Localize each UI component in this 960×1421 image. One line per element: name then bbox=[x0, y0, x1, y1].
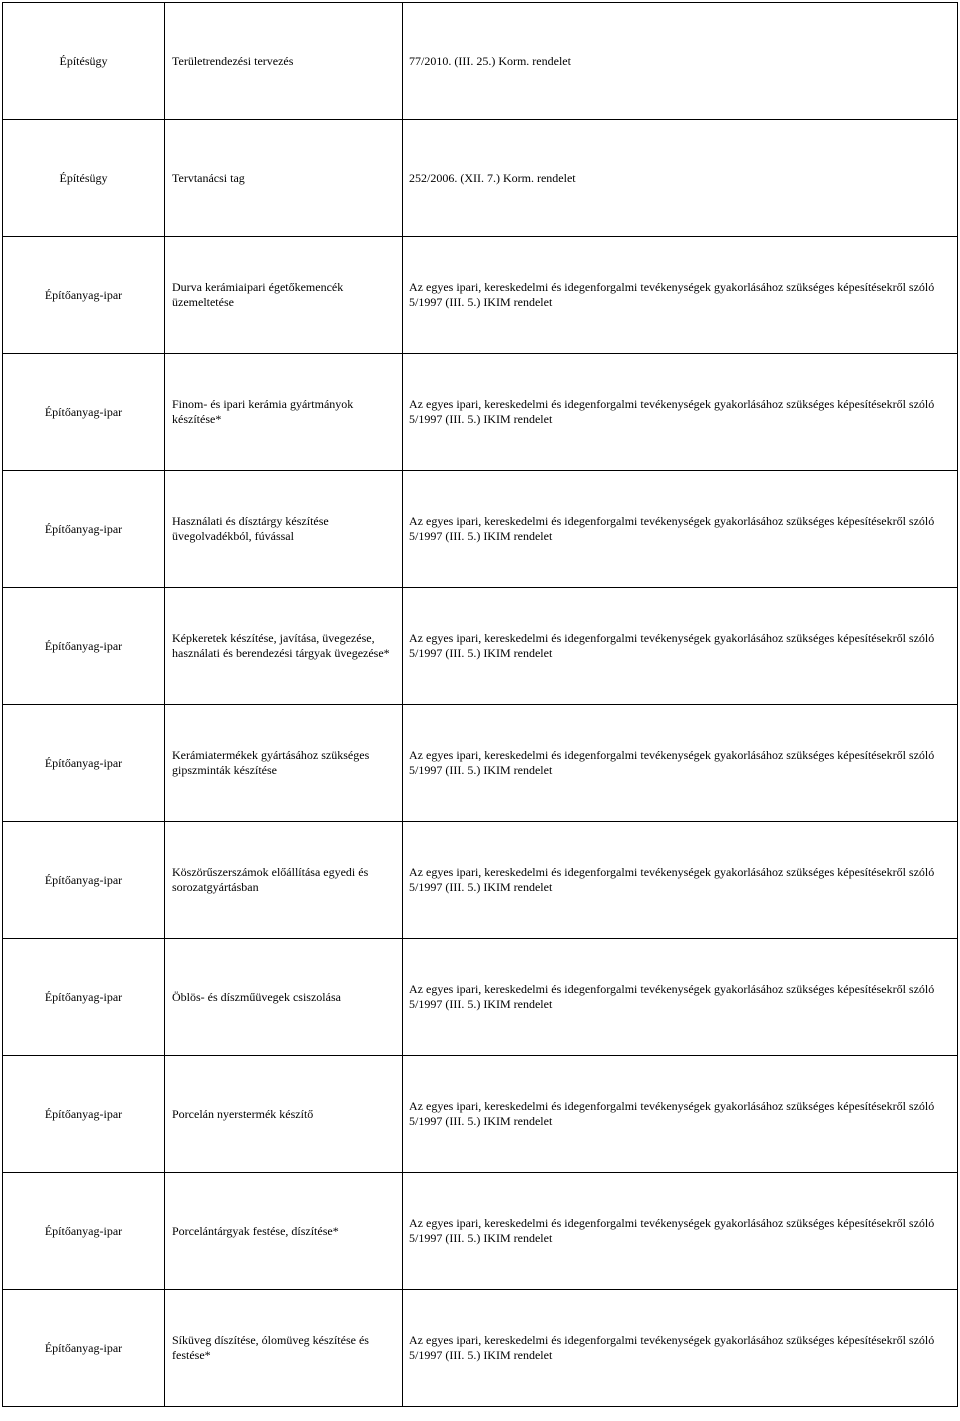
regulation-cell: Az egyes ipari, kereskedelmi és idegenforgalmi tevékenységek gyakorlásához szükséges képesítésekről szóló 5/1997 (III. 5.) IKIM rendelet bbox=[403, 1173, 958, 1290]
activity-cell: Durva kerámiaipari égetőkemencék üzemeltetése bbox=[165, 237, 403, 354]
table-row bbox=[3, 822, 958, 939]
regulation-cell: Az egyes ipari, kereskedelmi és idegenforgalmi tevékenységek gyakorlásához szükséges képesítésekről szóló 5/1997 (III. 5.) IKIM rendelet bbox=[403, 354, 958, 471]
activity-cell: Kerámiatermékek gyártásához szükséges gipszminták készítése bbox=[165, 705, 403, 822]
sector-cell: Építőanyag-ipar bbox=[3, 237, 165, 354]
sector-cell: Építőanyag-ipar bbox=[3, 1290, 165, 1407]
activity-cell: Porcelán nyerstermék készítő bbox=[165, 1056, 403, 1173]
activity-cell: Öblös- és díszműüvegek csiszolása bbox=[165, 939, 403, 1056]
activity-cell: Használati és dísztárgy készítése üvegolvadékból, fúvással bbox=[165, 471, 403, 588]
activity-cell: Síküveg díszítése, ólomüveg készítése és festése* bbox=[165, 1290, 403, 1407]
regulation-cell: 252/2006. (XII. 7.) Korm. rendelet bbox=[403, 120, 958, 237]
table-body bbox=[3, 3, 958, 1407]
sector-cell: Építőanyag-ipar bbox=[3, 939, 165, 1056]
activity-cell: Finom- és ipari kerámia gyártmányok készítése* bbox=[165, 354, 403, 471]
activity-cell: Köszörűszerszámok előállítása egyedi és sorozatgyártásban bbox=[165, 822, 403, 939]
sector-cell: Építőanyag-ipar bbox=[3, 354, 165, 471]
activity-cell: Porcelántárgyak festése, díszítése* bbox=[165, 1173, 403, 1290]
regulation-cell: Az egyes ipari, kereskedelmi és idegenforgalmi tevékenységek gyakorlásához szükséges képesítésekről szóló 5/1997 (III. 5.) IKIM rendelet bbox=[403, 471, 958, 588]
regulation-cell: Az egyes ipari, kereskedelmi és idegenforgalmi tevékenységek gyakorlásához szükséges képesítésekről szóló 5/1997 (III. 5.) IKIM rendelet bbox=[403, 237, 958, 354]
sector-cell: Építésügy bbox=[3, 3, 165, 120]
sector-cell: Építőanyag-ipar bbox=[3, 471, 165, 588]
table-row bbox=[3, 471, 958, 588]
sector-cell: Építőanyag-ipar bbox=[3, 1056, 165, 1173]
activity-cell: Képkeretek készítése, javítása, üvegezése, használati és berendezési tárgyak üvegezése* bbox=[165, 588, 403, 705]
sector-cell: Építőanyag-ipar bbox=[3, 705, 165, 822]
regulation-cell: Az egyes ipari, kereskedelmi és idegenforgalmi tevékenységek gyakorlásához szükséges képesítésekről szóló 5/1997 (III. 5.) IKIM rendelet bbox=[403, 1056, 958, 1173]
sector-cell: Építőanyag-ipar bbox=[3, 822, 165, 939]
regulation-cell: Az egyes ipari, kereskedelmi és idegenforgalmi tevékenységek gyakorlásához szükséges képesítésekről szóló 5/1997 (III. 5.) IKIM rendelet bbox=[403, 822, 958, 939]
table-row bbox=[3, 705, 958, 822]
regulation-cell: Az egyes ipari, kereskedelmi és idegenforgalmi tevékenységek gyakorlásához szükséges képesítésekről szóló 5/1997 (III. 5.) IKIM rendelet bbox=[403, 1290, 958, 1407]
activity-cell: Területrendezési tervezés bbox=[165, 3, 403, 120]
regulation-cell: Az egyes ipari, kereskedelmi és idegenforgalmi tevékenységek gyakorlásához szükséges képesítésekről szóló 5/1997 (III. 5.) IKIM rendelet bbox=[403, 939, 958, 1056]
table-row bbox=[3, 1290, 958, 1407]
qualifications-table bbox=[2, 2, 958, 1407]
table-row bbox=[3, 588, 958, 705]
table-row bbox=[3, 354, 958, 471]
table-row bbox=[3, 3, 958, 120]
sector-cell: Építőanyag-ipar bbox=[3, 1173, 165, 1290]
table-row bbox=[3, 237, 958, 354]
table-row bbox=[3, 1173, 958, 1290]
sector-cell: Építőanyag-ipar bbox=[3, 588, 165, 705]
regulation-cell: 77/2010. (III. 25.) Korm. rendelet bbox=[403, 3, 958, 120]
table-row bbox=[3, 939, 958, 1056]
regulation-cell: Az egyes ipari, kereskedelmi és idegenforgalmi tevékenységek gyakorlásához szükséges képesítésekről szóló 5/1997 (III. 5.) IKIM rendelet bbox=[403, 588, 958, 705]
activity-cell: Tervtanácsi tag bbox=[165, 120, 403, 237]
table-row bbox=[3, 120, 958, 237]
sector-cell: Építésügy bbox=[3, 120, 165, 237]
regulation-cell: Az egyes ipari, kereskedelmi és idegenforgalmi tevékenységek gyakorlásához szükséges képesítésekről szóló 5/1997 (III. 5.) IKIM rendelet bbox=[403, 705, 958, 822]
table-row bbox=[3, 1056, 958, 1173]
